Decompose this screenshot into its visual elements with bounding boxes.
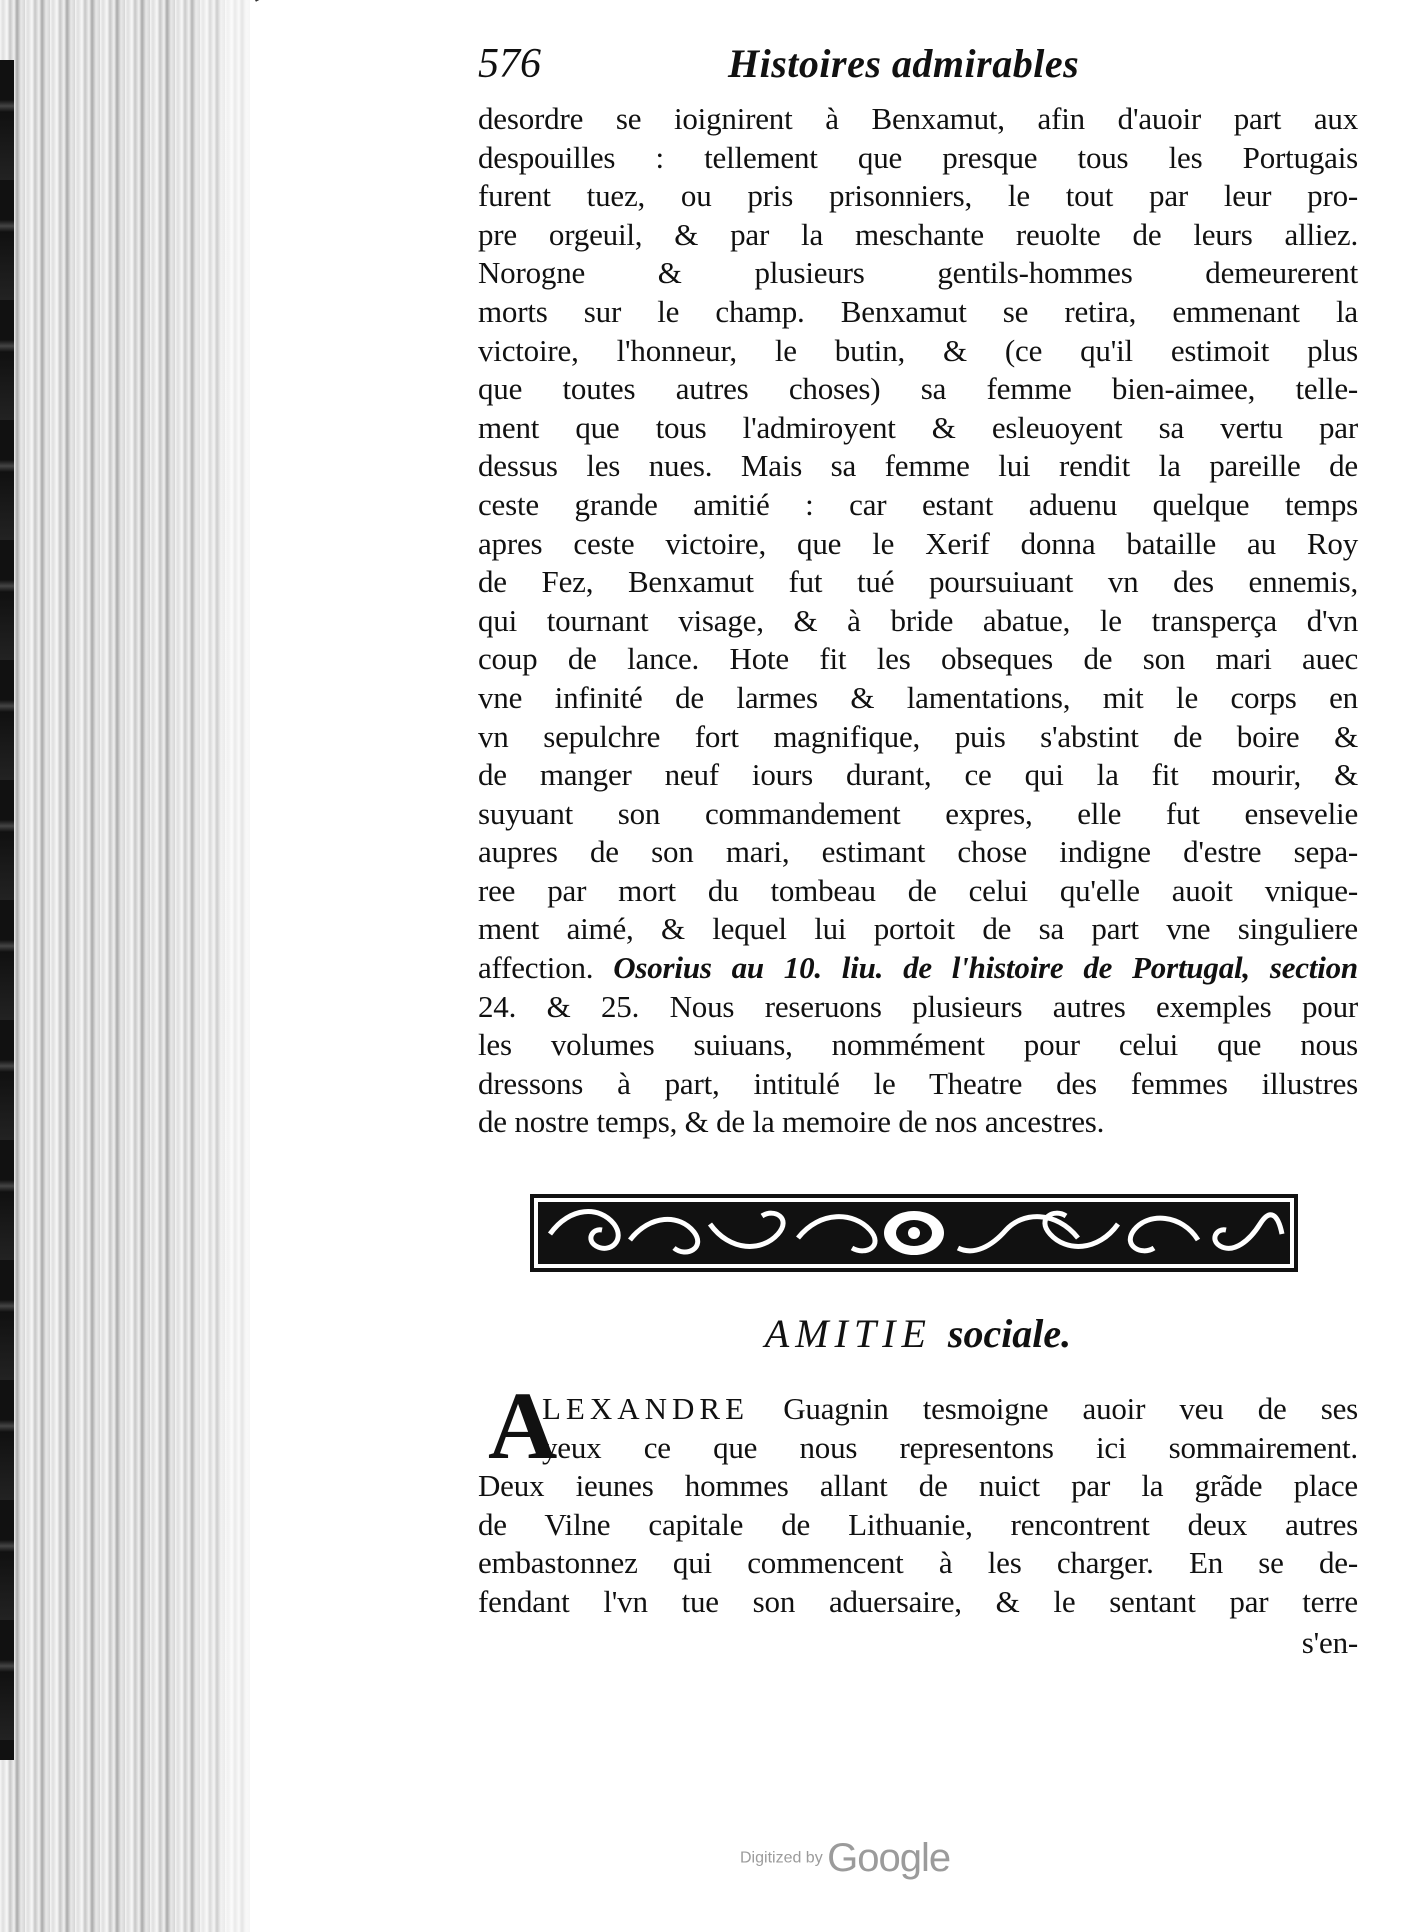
running-head: [478, 40, 1358, 100]
gutter-fade: [180, 0, 270, 1932]
headpiece-ornament: [530, 1194, 1298, 1272]
text-line: que toutes autres choses) sa femme bien-aimee, telle-: [478, 371, 1358, 407]
section-title-caps: AMITIE: [764, 1311, 932, 1357]
text-line: les volumes suiuans, nommément pour celui que nous: [478, 1027, 1358, 1063]
citation-lead: affection.: [478, 950, 594, 986]
corner-fold-line: [255, 0, 433, 2]
text-line: despouilles : tellement que presque tous les Portugais: [478, 139, 1358, 175]
text-line: dressons à part, intitulé le Theatre des femmes illustres: [478, 1065, 1358, 1101]
text-line: de nostre temps, & de la memoire de nos ancestres.: [478, 1104, 1105, 1140]
text-line: suyuant son commandement expres, elle fut ensevelie: [478, 795, 1358, 831]
citation-line: [478, 949, 1358, 988]
text-line: vne infinité de larmes & lamentations, mit le corps en: [478, 679, 1358, 715]
text-line: de Fez, Benxamut fut tué poursuiuant vn des ennemis,: [478, 564, 1358, 600]
text-line: coup de lance. Hote fit les obseques de son mari auec: [478, 641, 1358, 677]
text-line: ree par mort du tombeau de celui qu'elle auoit vnique-: [478, 872, 1358, 908]
page-number: 576: [478, 41, 541, 87]
text-line: Norogne & plusieurs gentils-hommes demeurerent: [478, 255, 1358, 291]
text-line: Deux ieunes hommes allant de nuict par la grãde place: [478, 1468, 1358, 1504]
text-line: pre orgeuil, & par la meschante reuolte de leurs alliez.: [478, 216, 1358, 252]
text-line: victoire, l'honneur, le butin, & (ce qu'il estimoit plus: [478, 332, 1358, 368]
text-line: ceste grande amitié : car estant aduenu quelque temps: [478, 486, 1358, 522]
text-line: vn sepulchre fort magnifique, puis s'abstint de boire &: [478, 718, 1358, 754]
watermark-brand: Google: [827, 1836, 951, 1880]
book-page: [478, 40, 1358, 1662]
text-line: [478, 1390, 1358, 1429]
text-line: de manger neuf iours durant, ce qui la fit mourir, &: [478, 757, 1358, 793]
text-line: de Vilne capitale de Lithuanie, rencontrent deux autres: [478, 1506, 1358, 1542]
text-line: ment que tous l'admiroyent & esleuoyent sa vertu par: [478, 409, 1358, 445]
catchword: s'en-: [1301, 1624, 1358, 1660]
text-line: dessus les nues. Mais sa femme lui rendit la pareille de: [478, 448, 1358, 484]
main-paragraph: [478, 100, 1358, 1142]
drop-cap: A: [488, 1372, 558, 1480]
text-line: furent tuez, ou pris prisonniers, le tout par leur pro-: [478, 178, 1358, 214]
text-line: fendant l'vn tue son aduersaire, & le sentant par terre: [478, 1584, 1358, 1619]
section-title: [478, 1310, 1358, 1366]
text-line: qui tournant visage, & à bride abatue, le transperça d'vn: [478, 602, 1358, 638]
text-line: ment aimé, & lequel lui portoit de sa part vne singuliere: [478, 911, 1358, 947]
text-line: morts sur le champ. Benxamut se retira, emmenant la: [478, 293, 1358, 329]
digitized-watermark: [740, 1836, 950, 1881]
text-line: desordre se ioignirent à Benxamut, afin d'auoir part aux: [478, 101, 1358, 136]
first-word-smallcaps: LEXANDRE: [542, 1391, 750, 1427]
watermark-prefix: Digitized by: [740, 1849, 823, 1867]
citation-reference: Osorius au 10. liu. de l'histoire de Portugal, section: [613, 950, 1358, 986]
section-title-word: sociale.: [947, 1311, 1072, 1357]
page-edge-strip: [0, 60, 14, 1760]
text-line: aupres de son mari, estimant chose indigne d'estre sepa-: [478, 834, 1358, 870]
text-line: 24. & 25. Nous reseruons plusieurs autres exemples pour: [478, 988, 1358, 1024]
text-line: embastonnez qui commencent à les charger. En se de-: [478, 1545, 1358, 1581]
line-rest: Guagnin tesmoigne auoir veu de ses: [783, 1391, 1358, 1427]
section-paragraph: [478, 1372, 1358, 1662]
running-head-title: Histoires admirables: [728, 41, 1080, 86]
text-line: apres ceste victoire, que le Xerif donna bataille au Roy: [478, 525, 1358, 561]
text-line: yeux ce que nous representons ici sommairement.: [542, 1429, 1358, 1465]
